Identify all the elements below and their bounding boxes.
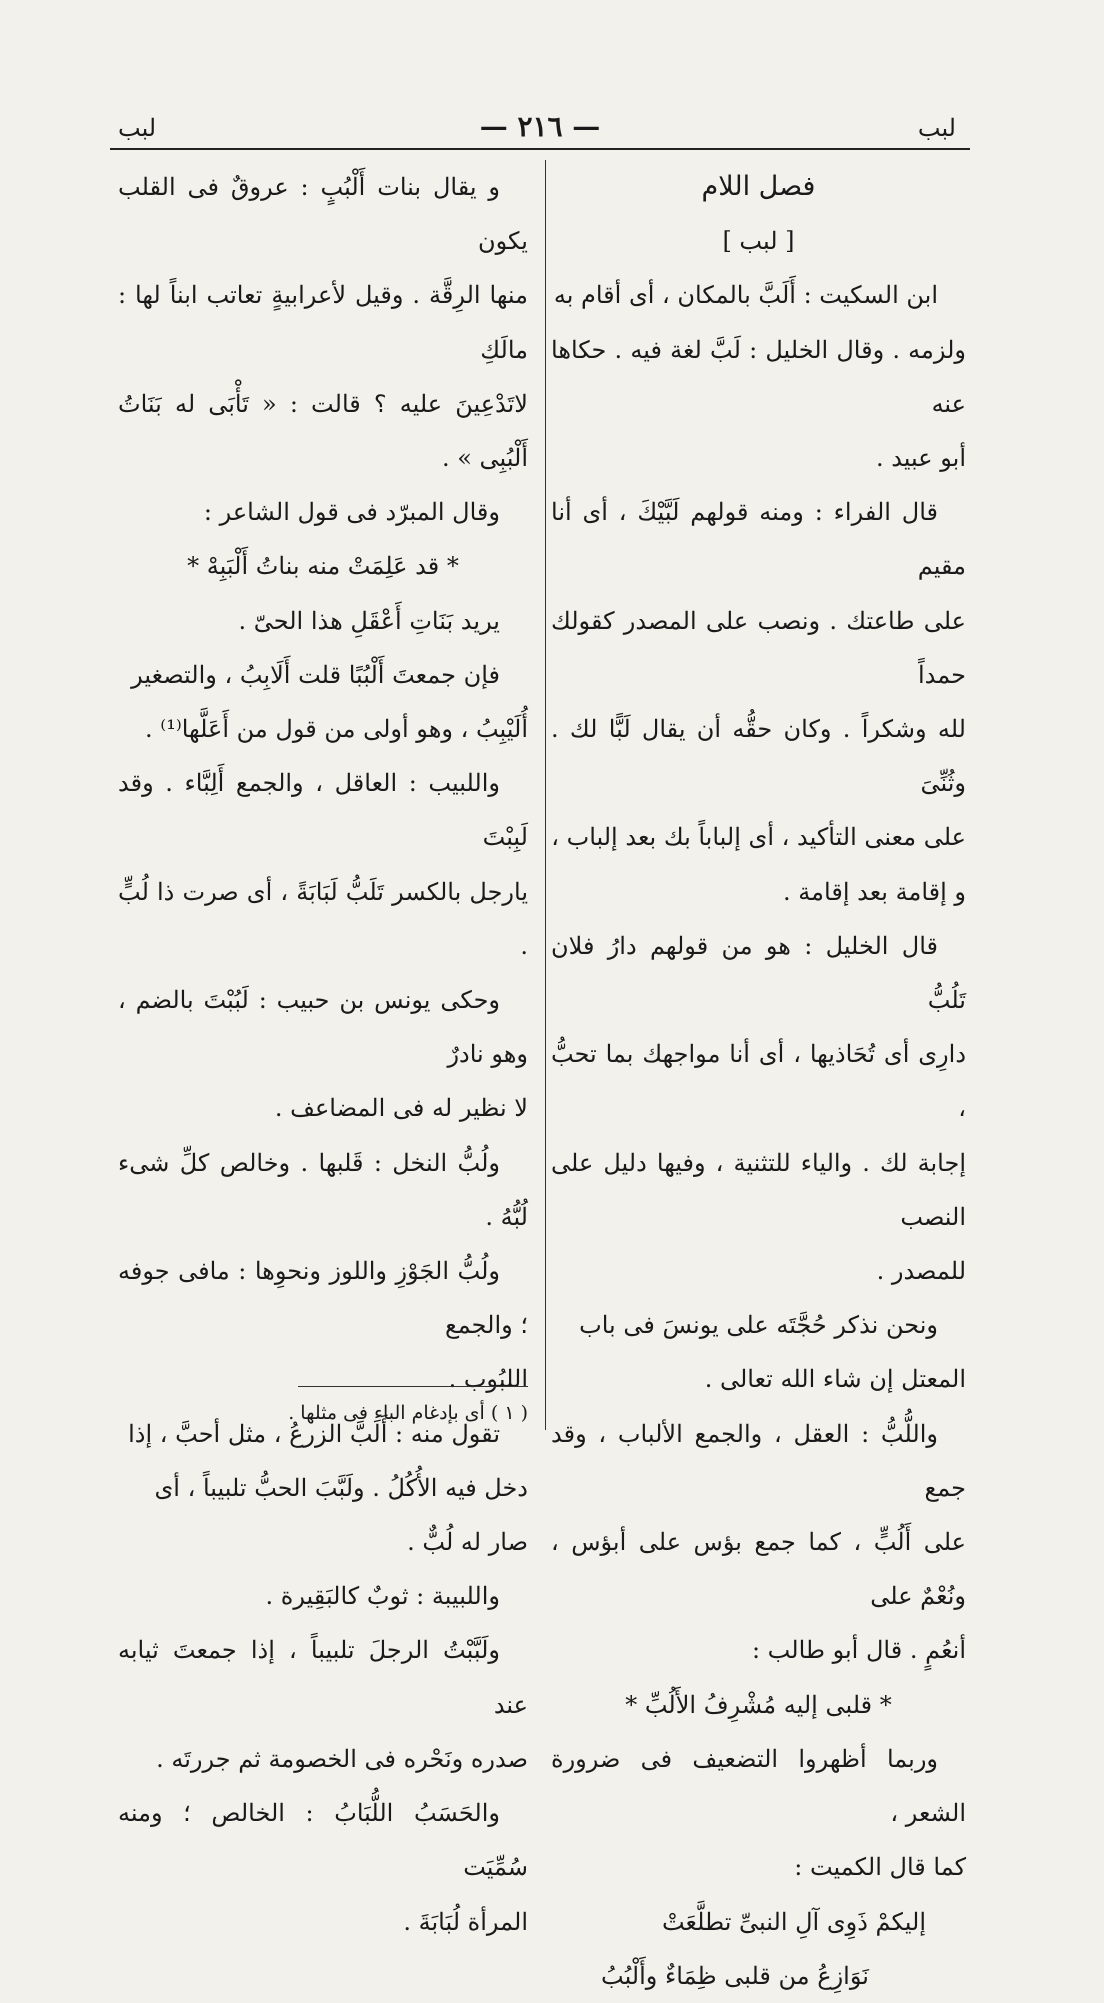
text-line: المعتل إن شاء الله تعالى . bbox=[704, 1365, 966, 1394]
text-line: للمصدر . bbox=[876, 1257, 966, 1286]
text-line: لاتَدْعِينَ عليه ؟ قالت : « تَأْبَى له بَنَاتُ أَلْبُبِى » . bbox=[118, 389, 528, 473]
text-line: ولُبُّ الجَوْزِ واللوز ونحوِها : مافى جوفه ؛ والجمع bbox=[118, 1257, 528, 1340]
text-line: واللُّبُّ : العقل ، والجمع الألباب ، وقد جمع bbox=[551, 1419, 966, 1502]
page-header bbox=[110, 108, 970, 148]
verse-line: * قلبى إليه مُشْرِفُ الأَلُبِّ * bbox=[625, 1690, 892, 1719]
text-line: دخل فيه الأُكُلُ . ولَبَّبَ الحبُّ تلبيباً ، أى bbox=[154, 1473, 528, 1502]
column-divider bbox=[545, 160, 546, 1430]
text-line: إجابة لك . والياء للتثنية ، وفيها دليل على النصب bbox=[551, 1148, 966, 1231]
header-rule bbox=[110, 148, 970, 150]
section-title: فصل اللام bbox=[701, 171, 816, 202]
text-line: و إقامة بعد إقامة . bbox=[783, 877, 966, 906]
text-line: قال الفراء : ومنه قولهم لَبَّيْكَ ، أى أنا مقيم bbox=[551, 498, 966, 581]
text-line: ولُبُّ النخل : قَلبها . وخالص كلِّ شىء لُبُّهُ . bbox=[118, 1148, 528, 1231]
text-line: ولَبَّبْتُ الرجلَ تلبيباً ، إذا جمعتَ ثيابه عند bbox=[118, 1636, 528, 1719]
right-column bbox=[551, 160, 966, 2003]
verse-line: * قد عَلِمَتْ منه بناتُ أَلْبَبِهْ * bbox=[187, 552, 459, 581]
text-line: أُلَيْبِبُ ، وهو أولى من قول من أَعَلَّها⁽¹⁾ . bbox=[145, 715, 528, 744]
header-left-word: لبب bbox=[118, 114, 157, 142]
text-line: تقول منه : أَلَبَّ الزرعُ ، مثل أحبَّ ، إذا bbox=[128, 1419, 500, 1448]
text-line: واللبيبة : ثوبٌ كالبَقِيرة . bbox=[265, 1582, 500, 1611]
text-line: على طاعتك . ونصب على المصدر كقولك حمداً bbox=[551, 606, 966, 689]
text-line: يريد بَنَاتِ أَعْقَلِ هذا الحىّ . bbox=[238, 606, 500, 635]
text-line: على أَلُبٍّ ، كما جمع بؤس على أبؤس ، ونُعْمٌ على bbox=[551, 1528, 966, 1611]
text-line: المرأة لُبَابَةَ . bbox=[403, 1907, 528, 1936]
text-line: أنعُمٍ . قال أبو طالب : bbox=[751, 1636, 966, 1665]
text-line: صدره ونَحْره فى الخصومة ثم جررتَه . bbox=[156, 1744, 528, 1773]
footnote: ( ١ ) أى بإدغام الباء فى مثلها . bbox=[288, 1402, 528, 1424]
text-line: وربما أظهروا التضعيف فى ضرورة الشعر ، bbox=[551, 1744, 966, 1828]
text-line: قال الخليل : هو من قولهم دارُ فلان تَلُبُّ bbox=[551, 931, 966, 1015]
text-line: يارجل بالكسر تَلَبُّ لَبَابَةً ، أى صرت ذا لُبٍّ . bbox=[118, 877, 528, 960]
text-line: دارِى أى تُحَاذيها ، أى أنا مواجهك بما تحبُّ ، bbox=[551, 1040, 966, 1123]
text-line: أبو عبيد . bbox=[875, 444, 966, 473]
text-line: لا نظير له فى المضاعف . bbox=[274, 1094, 528, 1123]
text-line: ونحن نذكر حُجَّتَه على يونسَ فى باب bbox=[579, 1311, 938, 1340]
verse-line: إليكمْ ذَوِى آلِ النبىِّ تطلَّعَتْ bbox=[661, 1907, 926, 1936]
header-right-word: لبب bbox=[917, 114, 956, 142]
verse-line: نَوَازِعُ من قلبى ظِمَاءٌ وأَلْبُبُ bbox=[601, 1961, 869, 1990]
text-line: فإن جمعتَ أَلْبُبًا قلت أَلَابِبُ ، والتصغير bbox=[131, 660, 500, 689]
page-number: — ٢١٦ — bbox=[479, 110, 601, 143]
footnote-rule bbox=[298, 1386, 528, 1387]
entry-heading: [ لبب ] bbox=[722, 227, 795, 256]
text-line: ابن السكيت : أَلَبَّ بالمكان ، أى أقام به bbox=[553, 281, 938, 310]
text-line: وحكى يونس بن حبيب : لَبُبْتَ بالضم ، وهو نادرٌ bbox=[118, 986, 528, 1069]
text-line: والحَسَبُ اللُّبَابُ : الخالص ؛ ومنه سُمِّيَت bbox=[118, 1799, 528, 1882]
left-column bbox=[118, 160, 528, 1949]
text-line: وقال المبرّد فى قول الشاعر : bbox=[203, 498, 500, 527]
text-line: منها الرِقَّة . وقيل لأعرابيةٍ تعاتب ابناً لها : مالَكِ bbox=[118, 281, 528, 364]
text-line: لله وشكراً . وكان حقُّه أن يقال لَبًّا لك . وثُنِّىَ bbox=[551, 715, 966, 798]
text-line: اللبُوب . bbox=[448, 1365, 528, 1394]
text-line: و يقال بنات أَلْبُبٍ : عروقٌ فى القلب يكون bbox=[118, 173, 528, 256]
text-line: ولزمه . وقال الخليل : لَبَّ لغة فيه . حكاها عنه bbox=[551, 335, 966, 418]
text-line: كما قال الكميت : bbox=[794, 1853, 966, 1882]
text-line: صار له لُبٌّ . bbox=[407, 1528, 528, 1557]
text-line: واللبيب : العاقل ، والجمع أَلِبَّاء . وقد لَبِبْتَ bbox=[118, 769, 528, 852]
text-line: على معنى التأكيد ، أى إلباباً بك بعد إلباب ، bbox=[551, 823, 966, 852]
